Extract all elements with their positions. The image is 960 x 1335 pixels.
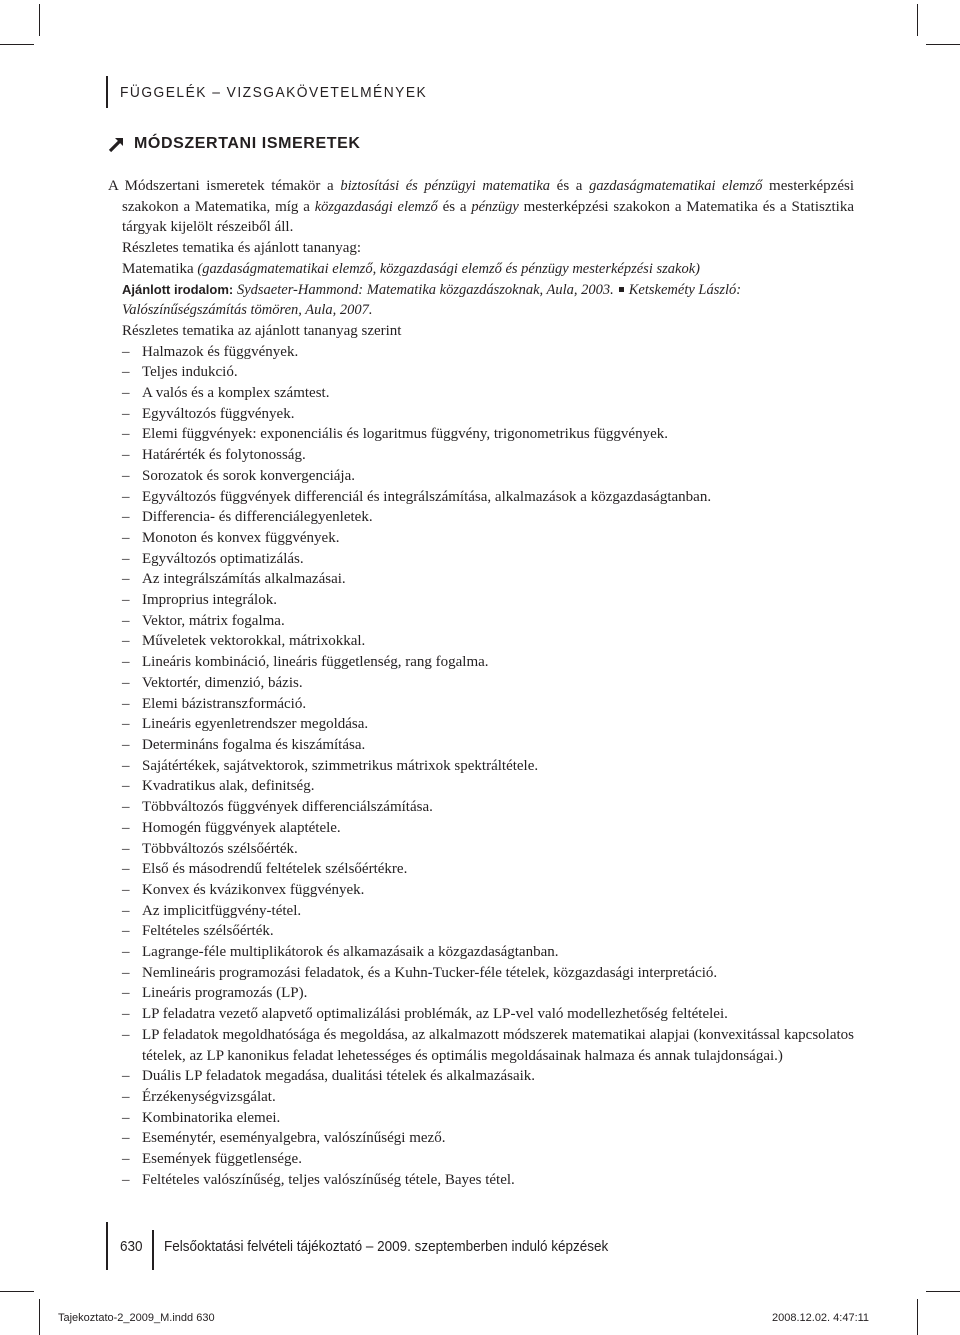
slug-file: Tajekoztato-2_2009_M.indd 630	[58, 1312, 215, 1324]
topic-item: – Lineáris programozás (LP).	[122, 983, 854, 1004]
topic-item: – LP feladatra vezető alapvető optimalizálási problémák, az LP-vel való modellezhetőség feltételei.	[122, 1004, 854, 1025]
crop-mark	[926, 1291, 960, 1292]
topic-item: – Duális LP feladatok megadása, dualitási tételek és alkalmazásaik.	[122, 1066, 854, 1087]
arrow-up-right-icon	[108, 135, 126, 153]
topic-item: – Az integrálszámítás alkalmazásai.	[122, 569, 854, 590]
topic-item: – Egyváltozós függvények differenciál és integrálszámítása, alkalmazások a közgazdaságtanban.	[122, 487, 854, 508]
topic-item: – Sorozatok és sorok konvergenciája.	[122, 466, 854, 487]
topic-item: – Determináns fogalma és kiszámítása.	[122, 735, 854, 756]
topic-item: – Elemi bázistranszformáció.	[122, 694, 854, 715]
crop-mark	[0, 1291, 34, 1292]
page-footer	[106, 1222, 609, 1270]
intro-emphasis: biztosítási és pénzügyi matematika	[340, 178, 551, 194]
topic-item: – LP feladatok megoldhatósága és megoldása, az alkalmazott módszerek matematikai alapjai (konvexitással kapcsolatos tételek, az LP kanonikus feladat lehetességes és optimális megoldásainak halmaza és annak tulajdonságai.)	[122, 1025, 854, 1066]
topic-item: – Egyváltozós optimatizálás.	[122, 549, 854, 570]
running-header	[106, 76, 428, 108]
subject-name: Matematika	[122, 260, 194, 277]
subject-programs: (gazdaságmatematikai elemző, közgazdasági elemző és pénzügy mesterképzési szakok)	[197, 260, 700, 277]
crop-mark	[917, 4, 918, 36]
intro-text: és a	[550, 178, 590, 194]
intro-emphasis: gazdaságmatematikai elemző	[589, 178, 763, 194]
crop-mark	[39, 1299, 40, 1335]
crop-mark	[0, 44, 34, 45]
topic-item: – Események függetlensége.	[122, 1149, 854, 1170]
topic-list	[122, 342, 854, 1191]
topic-item: – Differencia- és differenciálegyenletek.	[122, 507, 854, 528]
topic-item: – Lineáris kombináció, lineáris függetlenség, rang fogalma.	[122, 652, 854, 673]
intro-paragraph	[108, 176, 855, 238]
topic-item: – Eseménytér, eseményalgebra, valószínűségi mező.	[122, 1128, 854, 1149]
topic-item: – Lineáris egyenletrendszer megoldása.	[122, 714, 854, 735]
intro-text: és a	[437, 198, 472, 215]
crop-mark	[926, 44, 960, 45]
footer-divider	[152, 1230, 154, 1270]
literature-label: Ajánlott irodalom:	[122, 281, 234, 297]
topic-item: – Határérték és folytonosság.	[122, 445, 854, 466]
topic-item: – Lagrange-féle multiplikátorok és alkamazásaik a közgazdaságtanban.	[122, 942, 854, 963]
topic-item: – Egyváltozós függvények.	[122, 404, 854, 425]
crop-mark	[39, 4, 40, 36]
literature-item: Ketskeméty László: Valószínűségszámítás tömören, Aula, 2007.	[122, 281, 742, 319]
intro-text: mesterképzési szakokon a Matematika, míg a	[122, 178, 855, 215]
topic-item: – Feltételes szélsőérték.	[122, 921, 854, 942]
slug-date: 2008.12.02. 4:47:11	[772, 1312, 870, 1324]
topics-heading: Részletes tematika az ajánlott tananyag szerint	[122, 322, 402, 339]
page-number: 630	[120, 1238, 143, 1255]
topic-item: – Halmazok és függvények.	[122, 342, 854, 363]
running-header-title: FÜGGELÉK – VIZSGAKÖVETELMÉNYEK	[120, 84, 428, 101]
topic-item: – Sajátértékek, sajátvektorok, szimmetrikus mátrixok spektráltétele.	[122, 756, 854, 777]
section-title: MÓDSZERTANI ISMERETEK	[134, 135, 361, 152]
footer-title: Felsőoktatási felvételi tájékoztató – 2009. szeptemberben induló képzések	[164, 1238, 609, 1255]
literature-item: Sydsaeter-Hammond: Matematika közgazdászoknak, Aula, 2003.	[236, 281, 614, 298]
intro-emphasis: pénzügy	[471, 198, 519, 215]
topic-item: – Feltételes valószínűség, teljes valószínűség tétele, Bayes tétel.	[122, 1170, 854, 1191]
topic-item: – Műveletek vektorokkal, mátrixokkal.	[122, 631, 854, 652]
intro-text: mesterképzési szakokon a Matematika és a Statisztika tárgyak kijelölt részeiből áll.	[122, 198, 854, 236]
intro-emphasis: közgazdasági elemző	[314, 198, 438, 215]
topic-item: – Improprius integrálok.	[122, 590, 854, 611]
topic-item: – Többváltozós szélsőérték.	[122, 839, 854, 860]
topic-item: – Kombinatorika elemei.	[122, 1108, 854, 1129]
topic-item: – Vektor, mátrix fogalma.	[122, 611, 854, 632]
recommended-literature	[122, 280, 854, 321]
topic-item: – Első és másodrendű feltételek szélsőértékre.	[122, 859, 854, 880]
topic-item: – Nemlineáris programozási feladatok, és a Kuhn-Tucker-féle tételek, közgazdasági interpretáció.	[122, 963, 854, 984]
topic-item: – Homogén függvények alaptétele.	[122, 818, 854, 839]
intro-text: A Módszertani ismeretek témakör a	[108, 178, 341, 194]
topic-item: – A valós és a komplex számtest.	[122, 383, 854, 404]
crop-mark	[917, 1299, 918, 1335]
subject-line	[122, 259, 854, 280]
topic-item: – Az implicitfüggvény-tétel.	[122, 901, 854, 922]
topic-item: – Konvex és kvázikonvex függvények.	[122, 880, 854, 901]
document-body	[108, 176, 855, 1190]
topic-item: – Többváltozós függvények differenciálszámítása.	[122, 797, 854, 818]
topic-item: – Érzékenységvizsgálat.	[122, 1087, 854, 1108]
topic-item: – Monoton és konvex függvények.	[122, 528, 854, 549]
tematika-heading: Részletes tematika és ajánlott tananyag:	[122, 240, 362, 257]
topic-item: – Elemi függvények: exponenciális és logaritmus függvény, trigonometrikus függvények.	[122, 424, 854, 445]
topic-item: – Kvadratikus alak, definitség.	[122, 776, 854, 797]
topic-item: – Vektortér, dimenzió, bázis.	[122, 673, 854, 694]
section-heading	[108, 135, 361, 153]
square-bullet-icon	[619, 287, 624, 292]
topic-item: – Teljes indukció.	[122, 362, 854, 383]
